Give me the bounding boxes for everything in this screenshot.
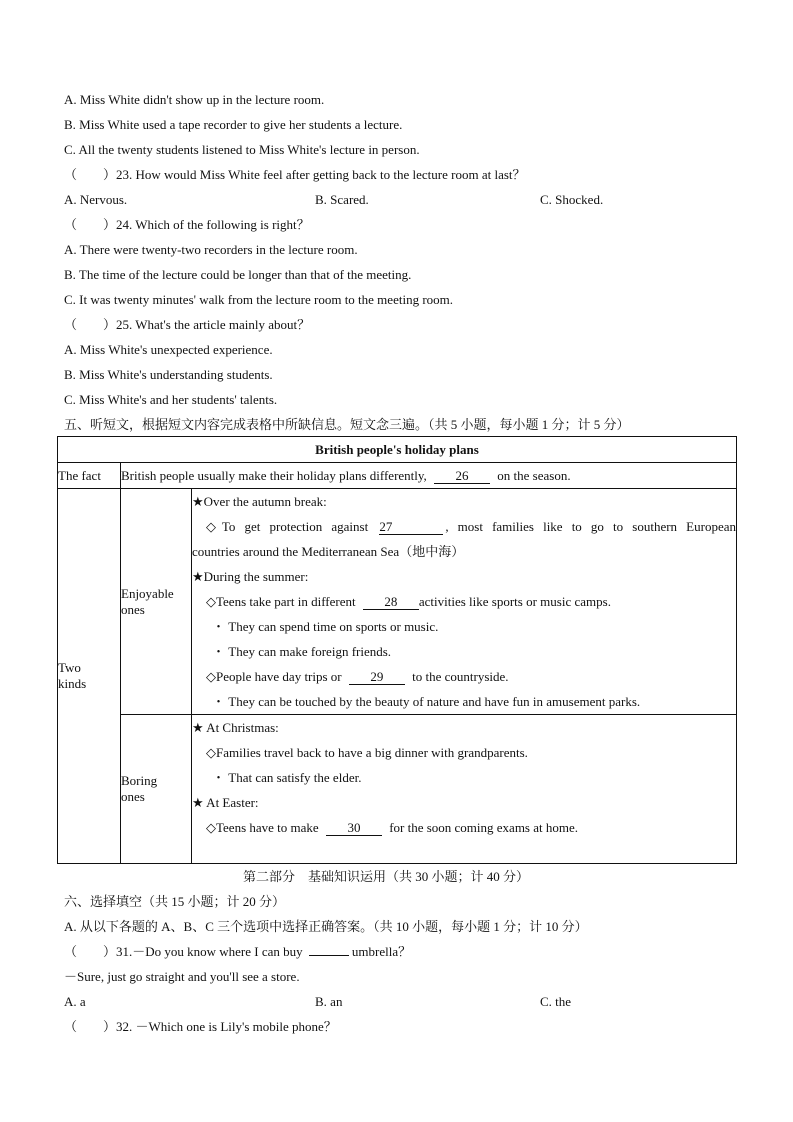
fact-text: British people usually make their holiday plans differently,: [121, 467, 427, 483]
boring-details: [192, 715, 737, 864]
trips-text-end: to the countryside.: [412, 669, 509, 684]
protection-text: ◇To get protection against: [206, 519, 369, 534]
answer-paren[interactable]: （ ）: [64, 944, 117, 959]
q25-option-a: A. Miss White's unexpected experience.: [64, 342, 273, 357]
section-5-heading: 五、听短文，根据短文内容完成表格中所缺信息。短文念三遍。（共 5 小题，每小题 1 分；计 5 分）: [64, 417, 630, 432]
answer-paren[interactable]: （ ）: [64, 1019, 117, 1034]
kinds-label-line-2: kinds: [58, 676, 87, 691]
summer-heading: ★During the summer:: [192, 569, 309, 584]
answer-paren[interactable]: （ ）: [64, 217, 117, 232]
q24-option-b: B. The time of the lecture could be longer than that of the meeting.: [64, 267, 412, 282]
question-25: [64, 317, 310, 333]
enjoyable-label: [121, 489, 192, 715]
enjoyable-label-line-1: Enjoyable: [121, 585, 174, 601]
fact-label: The fact: [58, 463, 121, 489]
boring-label: [121, 715, 192, 864]
bullet-elder: ・ That can satisfy the elder.: [212, 770, 362, 785]
section-6-heading: 六、选择填空（共 15 小题；计 20 分）: [64, 894, 286, 909]
q23-option-a: A. Nervous.: [64, 192, 128, 207]
question-text-end: umbrella？: [351, 944, 412, 959]
q31-option-a: A. a: [64, 994, 86, 1009]
bullet-friends: ・ They can make foreign friends.: [212, 644, 392, 659]
easter-heading: ★ At Easter:: [192, 795, 259, 810]
section-a-heading: A. 从以下各题的 A、B、C 三个选项中选择正确答案。（共 10 小题，每小题 1 分；计 10 分）: [64, 919, 588, 934]
answer-paren[interactable]: （ ）: [64, 167, 117, 182]
blank-26[interactable]: 26: [434, 469, 490, 484]
question-23: [64, 167, 526, 183]
boring-label-line-2: ones: [121, 789, 145, 804]
enjoyable-label-line-2: ones: [121, 601, 145, 617]
blank-27[interactable]: 27: [379, 520, 443, 535]
blank-31[interactable]: [309, 955, 349, 956]
holiday-plans-table: [57, 436, 737, 864]
q31-option-c: C. the: [540, 994, 572, 1009]
enjoyable-details: [192, 489, 737, 715]
teens-text: ◇Teens take part in different: [206, 594, 356, 609]
q24-option-c: C. It was twenty minutes' walk from the lecture room to the meeting room.: [64, 292, 454, 307]
q22-option-c: C. All the twenty students listened to Miss White's lecture in person.: [64, 142, 420, 157]
q25-option-b: B. Miss White's understanding students.: [64, 367, 273, 382]
part-2-heading: 第二部分 基础知识运用（共 30 小题；计 40 分）: [243, 869, 530, 884]
autumn-heading: ★Over the autumn break:: [192, 494, 327, 509]
question-31: [64, 944, 411, 960]
question-24: [64, 217, 310, 233]
fact-text-end: on the season.: [497, 467, 571, 483]
christmas-heading: ★ At Christmas:: [192, 720, 279, 735]
bullet-beauty: ・ They can be touched by the beauty of nature and have fun in amusement parks.: [212, 694, 641, 709]
q22-option-a: A. Miss White didn't show up in the lecture room.: [64, 92, 325, 107]
question-text: 23. How would Miss White feel after getting back to the lecture room at last？: [116, 167, 526, 182]
bullet-sports: ・ They can spend time on sports or music.: [212, 619, 439, 634]
fact-cell: [121, 463, 737, 489]
q22-option-b: B. Miss White used a tape recorder to give her students a lecture.: [64, 117, 403, 132]
question-text: 24. Which of the following is right？: [116, 217, 310, 232]
blank-28[interactable]: 28: [363, 595, 419, 610]
exams-text: ◇Teens have to make: [206, 820, 319, 835]
exams-line: [192, 815, 736, 840]
protection-text-end: , most families like to go to southern European: [445, 519, 736, 534]
teens-activities-line: [192, 589, 736, 614]
q31-reply: －Sure, just go straight and you'll see a store.: [64, 969, 300, 984]
question-text: 32. －Which one is Lily's mobile phone？: [116, 1019, 337, 1034]
blank-30[interactable]: 30: [326, 821, 382, 836]
mediterranean-line: countries around the Mediterranean Sea（地中海）: [192, 544, 465, 559]
answer-paren[interactable]: （ ）: [64, 317, 117, 332]
boring-label-line-1: Boring: [121, 773, 158, 788]
trips-text: ◇People have day trips or: [206, 669, 342, 684]
teens-text-end: activities like sports or music camps.: [418, 594, 611, 609]
q31-option-b: B. an: [315, 994, 343, 1009]
protection-line: [192, 514, 736, 539]
question-text: 25. What's the article mainly about？: [116, 317, 311, 332]
question-32: [64, 1019, 337, 1035]
q25-option-c: C. Miss White's and her students' talents.: [64, 392, 278, 407]
day-trips-line: [192, 664, 736, 689]
table-title: British people's holiday plans: [58, 437, 737, 463]
question-text: 31.－Do you know where I can buy: [116, 944, 303, 959]
q23-option-b: B. Scared.: [315, 192, 369, 207]
families-line: ◇Families travel back to have a big dinner with grandparents.: [206, 745, 528, 760]
q23-option-c: C. Shocked.: [540, 192, 604, 207]
exams-text-end: for the soon coming exams at home.: [389, 820, 579, 835]
q24-option-a: A. There were twenty-two recorders in the lecture room.: [64, 242, 358, 257]
blank-29[interactable]: 29: [349, 670, 405, 685]
kinds-label-line-1: Two: [58, 660, 81, 675]
two-kinds-label: [58, 489, 121, 864]
